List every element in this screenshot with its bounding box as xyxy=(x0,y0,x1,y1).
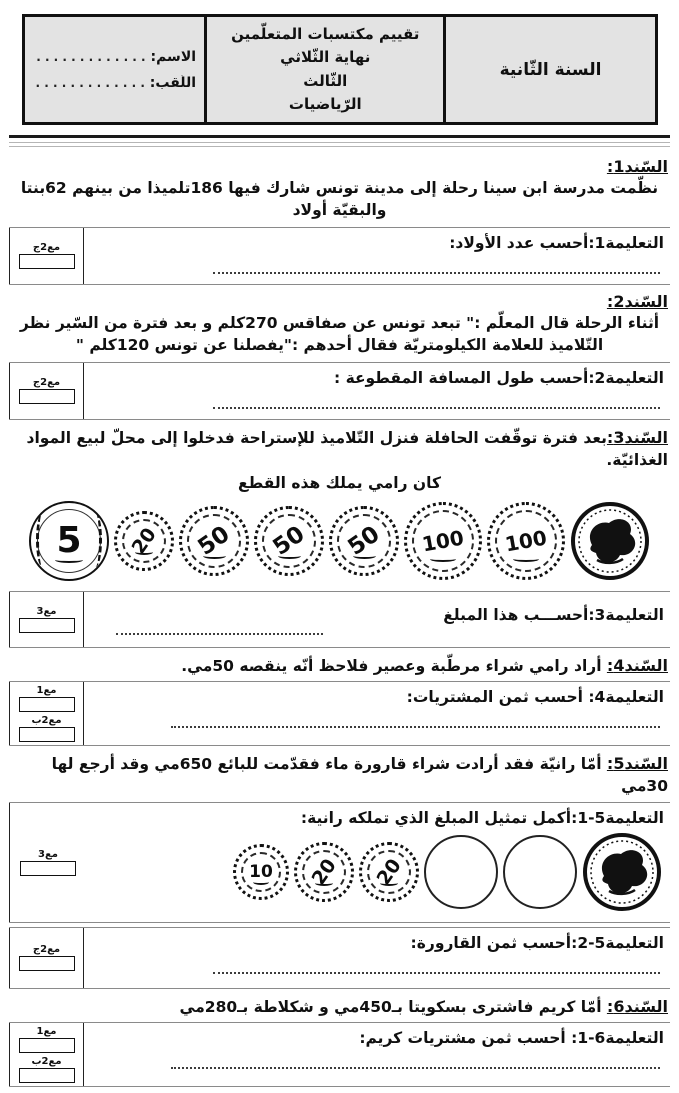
coin-20: 20 xyxy=(114,511,174,571)
score-box[interactable] xyxy=(19,956,75,971)
section-6 xyxy=(9,994,670,1088)
score-label: مع1 xyxy=(36,1026,57,1038)
task-2-label: التعليمة2:أحسب طول المسافة المقطوعة : xyxy=(333,368,664,387)
coin-50: 50 xyxy=(179,506,249,576)
task-4-label: التعليمة4: أحسب ثمن المشتريات: xyxy=(406,688,664,707)
score-unit xyxy=(19,944,75,971)
section-5-title: السّند5: xyxy=(606,754,668,774)
score-label: مع3 xyxy=(38,848,58,860)
score-box[interactable] xyxy=(19,254,75,269)
task-3-score-column xyxy=(9,592,83,647)
task-6-score-column xyxy=(9,1023,83,1086)
section-6-body: أمّا كريم فاشترى بسكويتا بـ450مي و شكلاطة بـ280مي xyxy=(179,997,607,1016)
task-5-2-label: التعليمة5-2:أحسب ثمن القارورة: xyxy=(410,933,664,952)
task-3-answer-line[interactable] xyxy=(116,620,323,635)
task-6-answer-line[interactable] xyxy=(171,1054,660,1069)
score-unit xyxy=(19,1056,75,1083)
task-row-2 xyxy=(9,362,670,420)
coin-5: 5 xyxy=(29,501,109,581)
task-2-cell xyxy=(203,363,670,419)
task-row-6 xyxy=(9,1022,670,1087)
header-separator xyxy=(9,135,670,147)
score-unit xyxy=(19,1026,75,1053)
task-row-1 xyxy=(9,227,670,285)
coin-100: 100 xyxy=(404,502,482,580)
score-label: مع2ب xyxy=(31,1056,62,1068)
wreath-left-icon xyxy=(36,513,49,566)
score-label: مع2ج xyxy=(32,944,61,956)
task-5-1-cell xyxy=(169,803,670,922)
task-5-1-label: التعليمة5-1:أكمل تمثيل المبلغ الذي تملكه رانية: xyxy=(300,808,664,827)
task-1-work-area[interactable] xyxy=(83,228,203,284)
coin-50: 50 xyxy=(254,506,324,576)
coins-row-rami xyxy=(9,496,670,587)
student-info-cell xyxy=(25,17,205,122)
score-label: مع2ج xyxy=(32,377,61,389)
score-box[interactable] xyxy=(19,1038,75,1053)
section-1-title: السّند1: xyxy=(606,157,668,176)
section-2-body: أثناء الرحلة قال المعلّم :" تبعد تونس عن صفاقس 270كلم و بعد فترة من السّير نظر التّلاميذ للعلامة الكيلومتريّة فقال أحدهم :"يفصلنا عن تونس 120كلم " xyxy=(19,313,660,355)
task-5-1-score-column xyxy=(9,803,169,922)
task-6-cell xyxy=(161,1023,670,1086)
section-2 xyxy=(9,290,670,420)
coin-100: 100 xyxy=(487,502,565,580)
task-row-5-1 xyxy=(9,802,670,923)
coin-20: 20 xyxy=(359,842,419,902)
coin-10: 10 xyxy=(233,844,289,900)
task-4-cell xyxy=(161,682,670,745)
task-6-label: التعليمة6-1: أحسب ثمن مشتريات كريم: xyxy=(359,1029,664,1048)
task-5-2-work-area[interactable] xyxy=(83,928,203,988)
wreath-right-icon xyxy=(89,513,102,566)
section-3-body: بعد فترة توقّفت الحافلة فنزل التّلاميذ للإستراحة فدخلوا إلى محلّ لبيع المواد الغذائيّة. xyxy=(26,428,668,469)
section-4 xyxy=(9,653,670,747)
section-6-title: السّند6: xyxy=(606,996,668,1016)
task-3-label: التعليمة3:أحســـب هذا المبلغ xyxy=(443,605,664,624)
header-table xyxy=(22,14,658,125)
score-box[interactable] xyxy=(20,861,76,876)
blank-coin-slot[interactable] xyxy=(424,835,498,909)
section-3-title: السّند3: xyxy=(606,427,668,447)
name-line xyxy=(33,49,197,65)
blank-coin-slot[interactable] xyxy=(503,835,577,909)
task-5-2-score-column xyxy=(9,928,83,988)
score-label: مع2ج xyxy=(32,242,61,254)
score-box[interactable] xyxy=(19,727,75,742)
grade-label: السنة الثّانية xyxy=(499,59,602,80)
dinar-coin-icon xyxy=(582,832,662,912)
section-2-title: السّند2: xyxy=(606,291,668,311)
exam-title-line1: تقييم مكتسبات المتعلّمين نهاية الثّلاثي xyxy=(231,25,420,67)
task-6-work-area[interactable] xyxy=(83,1023,161,1086)
exam-title-line3: الرّياضيات xyxy=(288,94,362,113)
section-1 xyxy=(9,155,670,285)
score-box[interactable] xyxy=(19,389,75,404)
score-unit xyxy=(19,685,75,712)
score-label: مع3 xyxy=(36,605,57,617)
task-1-score-column xyxy=(9,228,83,284)
score-box[interactable] xyxy=(19,618,75,633)
surname-field[interactable]: . . . . . . . . . . . . . xyxy=(35,75,145,90)
grade-cell xyxy=(443,17,654,122)
task-2-work-area[interactable] xyxy=(83,363,203,419)
task-4-answer-line[interactable] xyxy=(171,713,660,728)
task-5-2-answer-line[interactable] xyxy=(213,959,660,974)
name-label: الاسم: xyxy=(150,48,197,65)
section-3-body2: كان رامي يملك هذه القطع xyxy=(238,474,441,493)
task-2-score-column xyxy=(9,363,83,419)
task-4-work-area[interactable] xyxy=(83,682,161,745)
coins-row-rania xyxy=(175,827,664,918)
coin-50: 50 xyxy=(329,506,399,576)
task-4-score-column xyxy=(9,682,83,745)
exam-title-line2: الثّالث xyxy=(303,71,348,90)
task-5-2-cell xyxy=(203,928,670,988)
section-4-body: أراد رامي شراء مرطّبة وعصير فلاحظ أنّه ينقصه 50مي. xyxy=(181,656,607,675)
surname-line xyxy=(33,75,197,91)
task-row-5-2 xyxy=(9,927,670,989)
score-unit xyxy=(19,606,75,633)
task-3-cell xyxy=(355,592,670,647)
coin-20: 20 xyxy=(294,842,354,902)
task-1-answer-line[interactable] xyxy=(213,259,660,274)
exam-title-cell xyxy=(204,17,443,122)
score-label: مع1 xyxy=(36,685,57,697)
section-5-body: أمّا رانيّة فقد أرادت شراء قارورة ماء فقدّمت للبائع 650مي وقد أرجع لها 30مي xyxy=(51,755,668,796)
task-1-cell xyxy=(203,228,670,284)
task-2-answer-line[interactable] xyxy=(213,394,660,409)
surname-label: اللّقب: xyxy=(149,74,197,91)
score-unit xyxy=(19,715,75,742)
task-3-work-area xyxy=(83,592,355,647)
section-1-body: نظّمت مدرسة ابن سينا رحلة إلى مدينة تونس شارك فيها 186تلميذا من بينهم 62بنتا والبقيّة أولاد xyxy=(20,179,659,220)
task-1-label: التعليمة1:أحسب عدد الأولاد: xyxy=(449,233,664,252)
task-row-3 xyxy=(9,591,670,648)
score-box[interactable] xyxy=(19,697,75,712)
score-unit xyxy=(19,242,75,269)
section-5 xyxy=(9,751,670,988)
score-box[interactable] xyxy=(19,1068,75,1083)
score-unit xyxy=(20,849,76,876)
section-3 xyxy=(9,425,670,648)
score-unit xyxy=(19,377,75,404)
dinar-coin-icon xyxy=(570,501,650,581)
section-4-title: السّند4: xyxy=(606,655,668,675)
score-label: مع2ب xyxy=(31,715,62,727)
task-row-4 xyxy=(9,681,670,746)
name-field[interactable]: . . . . . . . . . . . . . xyxy=(36,49,146,64)
